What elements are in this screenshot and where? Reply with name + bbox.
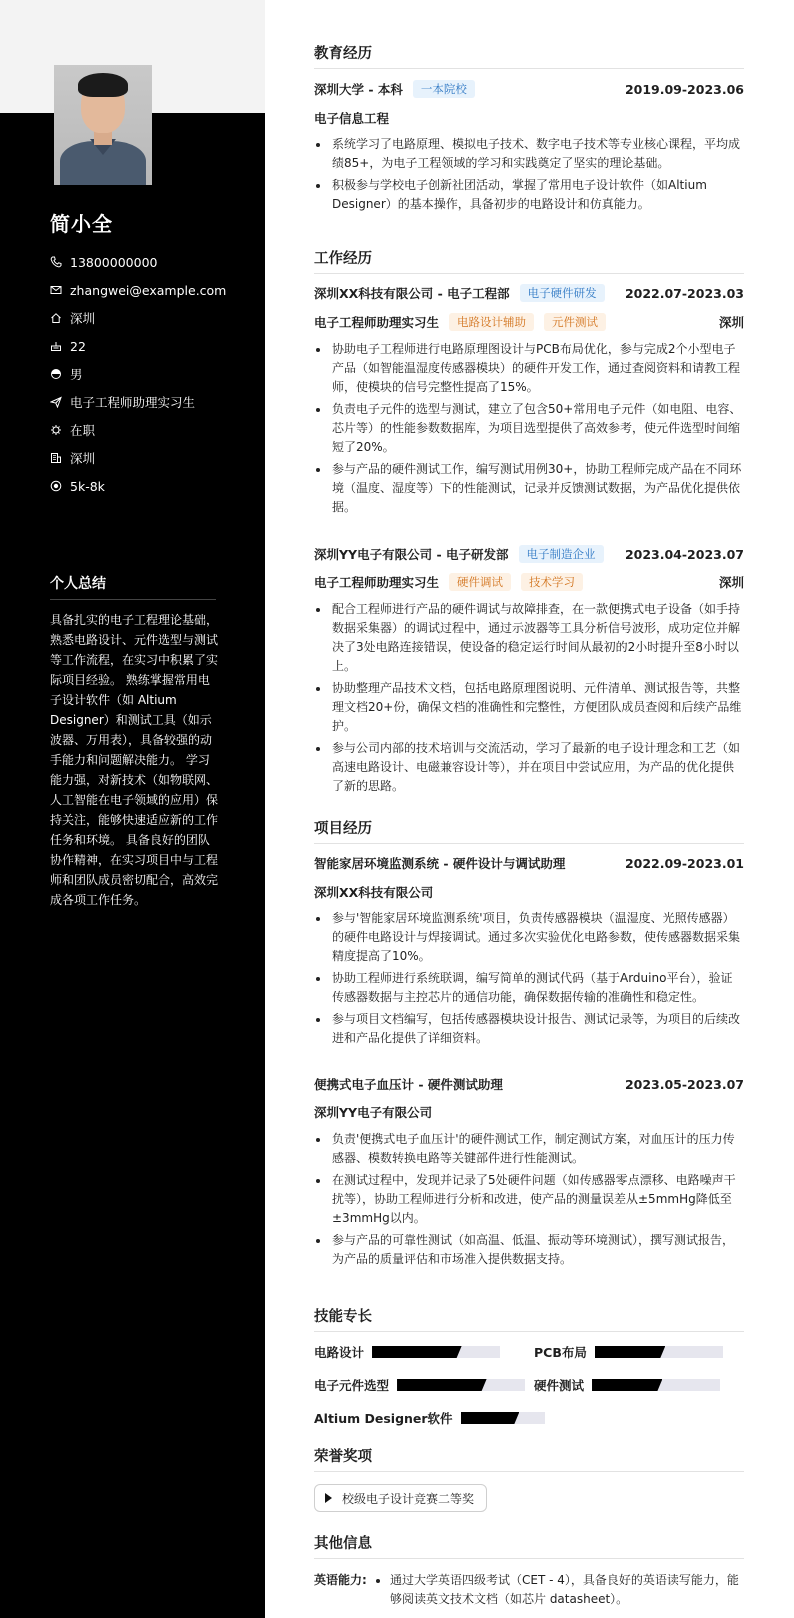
skill-name: Altium Designer软件 <box>314 1411 453 1426</box>
role-tag: 电路设计辅助 <box>449 313 534 331</box>
contact-info-list <box>50 248 226 500</box>
skill-item <box>534 1376 720 1394</box>
project-company: 深圳YY电子有限公司 <box>314 1105 433 1120</box>
skill-name: 电路设计 <box>314 1345 365 1360</box>
job-period: 2023.04-2023.07 <box>624 546 744 562</box>
phone-icon <box>50 256 70 268</box>
info-gender-text: 男 <box>70 367 83 382</box>
education-period: 2019.09-2023.06 <box>624 81 744 97</box>
send-icon <box>50 396 70 408</box>
role-tag: 硬件调试 <box>449 573 511 591</box>
job-tag: 电子硬件研发 <box>520 284 605 302</box>
info-position <box>50 388 226 416</box>
info-home <box>50 304 226 332</box>
job-period: 2022.07-2023.03 <box>624 285 744 301</box>
project-bullets <box>314 909 744 1051</box>
job-tag: 电子制造企业 <box>519 545 604 563</box>
list-item: 参与项目文档编写，包括传感器模块设计报告、测试记录等，为项目的后续改进和产品化提供了详细资料。 <box>314 1010 744 1048</box>
home-icon <box>50 312 70 324</box>
info-city-text: 深圳 <box>70 451 96 466</box>
role-tag: 技术学习 <box>521 573 583 591</box>
other-title: 其他信息 <box>314 1532 744 1559</box>
list-item: 在测试过程中，发现并记录了5处硬件问题（如传感器零点漂移、电路噪声干扰等），协助工程师进行分析和改进，使产品的测量误差从±5mmHg降低至±3mmHg以内。 <box>314 1171 744 1228</box>
list-item: 系统学习了电路原理、模拟电子技术、数字电子技术等专业核心课程，平均成绩85+，为电子工程领域的学习和实践奠定了坚实的理论基础。 <box>314 135 744 173</box>
skill-name: PCB布局 <box>534 1345 587 1360</box>
skill-bar <box>595 1346 723 1358</box>
avatar <box>54 65 152 185</box>
role-tag: 元件测试 <box>544 313 606 331</box>
skill-bar-fill <box>592 1379 662 1391</box>
job-bullets <box>314 340 744 520</box>
job-city: 深圳 <box>718 315 744 330</box>
job-role: 电子工程师助理实习生 <box>314 575 440 590</box>
play-icon <box>325 1493 332 1503</box>
job-header <box>314 545 744 563</box>
project-period: 2023.05-2023.07 <box>624 1076 744 1092</box>
project-bullets <box>314 1130 744 1272</box>
award-text: 校级电子设计竞赛二等奖 <box>342 1491 475 1506</box>
skill-item <box>314 1376 525 1394</box>
list-item: 协助整理产品技术文档，包括电路原理图说明、元件清单、测试报告等，共整理文档20+份，确保文档的准确性和完整性，方便团队成员查阅和后续产品维护。 <box>314 679 744 736</box>
list-item: 协助工程师进行系统联调，编写简单的测试代码（基于Arduino平台），验证传感器数据与主控芯片的通信功能，确保数据传输的准确性和稳定性。 <box>314 969 744 1007</box>
list-item: 参与'智能家居环境监测系统'项目，负责传感器模块（温湿度、光照传感器）的硬件电路设计与焊接调试。通过多次实验优化电路参数，使传感器数据采集精度提高了10%。 <box>314 909 744 966</box>
list-item: 负责'便携式电子血压计'的硬件测试工作，制定测试方案，对血压计的压力传感器、模数转换电路等关键部件进行性能测试。 <box>314 1130 744 1168</box>
info-position-text: 电子工程师助理实习生 <box>70 395 196 410</box>
info-age <box>50 332 226 360</box>
info-salary-text: 5k-8k <box>70 478 105 494</box>
info-status-text: 在职 <box>70 423 96 438</box>
project-header <box>314 854 744 872</box>
list-item: 协助电子工程师进行电路原理图设计与PCB布局优化，参与完成2个小型电子产品（如智能温湿度传感器模块）的硬件开发工作，通过查阅资料和请教工程师，使模块的信号完整性提高了15%。 <box>314 340 744 397</box>
job-role-row <box>314 573 744 591</box>
job-company: 深圳YY电子有限公司 - 电子研发部 <box>314 547 509 562</box>
skill-bar <box>397 1379 525 1391</box>
education-major: 电子信息工程 <box>314 111 390 126</box>
skill-bar <box>592 1379 720 1391</box>
awards-title: 荣誉奖项 <box>314 1445 744 1472</box>
list-item: 负责电子元件的选型与测试，建立了包含50+常用电子元件（如电阻、电容、芯片等）的性能参数数据库，为项目选型提供了高效参考，使元件选型时间缩短了20%。 <box>314 400 744 457</box>
list-item: 配合工程师进行产品的硬件调试与故障排查，在一款便携式电子设备（如手持数据采集器）的调试过程中，通过示波器等工具分析信号波形，成功定位并解决了3处电路连接错误，使设备的稳定运行时间从最初的2小时提升至8小时以上。 <box>314 600 744 676</box>
skill-name: 电子元件选型 <box>314 1378 390 1393</box>
project-name: 智能家居环境监测系统 - 硬件设计与调试助理 <box>314 856 566 871</box>
info-phone-text: 13800000000 <box>70 254 158 270</box>
info-email <box>50 276 226 304</box>
profile-name: 简小全 <box>50 212 113 236</box>
info-phone <box>50 248 226 276</box>
skill-name: 硬件测试 <box>534 1378 585 1393</box>
skill-bar-fill <box>595 1346 665 1358</box>
project-company: 深圳XX科技有限公司 <box>314 885 434 900</box>
job-city: 深圳 <box>718 575 744 590</box>
job-company: 深圳XX科技有限公司 - 电子工程部 <box>314 286 510 301</box>
skill-item <box>314 1343 500 1361</box>
building-icon <box>50 452 70 464</box>
skill-bar-fill <box>372 1346 462 1358</box>
projects-title: 项目经历 <box>314 817 744 844</box>
list-item: 参与公司内部的技术培训与交流活动，学习了最新的电子设计理念和工艺（如高速电路设计、电磁兼容设计等），并在项目中尝试应用，为产品的优化提供了新的思路。 <box>314 739 744 796</box>
job-header <box>314 284 744 302</box>
job-role-row <box>314 313 744 331</box>
skill-item <box>534 1343 723 1361</box>
english-label: 英语能力: <box>314 1573 367 1587</box>
skill-bar-fill <box>461 1412 520 1424</box>
cake-icon <box>50 340 70 352</box>
job-role: 电子工程师助理实习生 <box>314 315 440 330</box>
education-title: 教育经历 <box>314 42 744 69</box>
mail-icon <box>50 284 70 296</box>
project-period: 2022.09-2023.01 <box>624 855 744 871</box>
skill-bar <box>461 1412 545 1424</box>
project-header <box>314 1075 744 1093</box>
summary-title: 个人总结 <box>50 573 216 600</box>
english-text <box>372 1571 744 1609</box>
info-gender <box>50 360 226 388</box>
school-tag: 一本院校 <box>413 80 475 98</box>
school-name: 深圳大学 - 本科 <box>314 82 403 97</box>
info-age-text: 22 <box>70 338 86 354</box>
status-icon <box>50 424 70 436</box>
skill-bar-fill <box>397 1379 487 1391</box>
list-item: 参与产品的可靠性测试（如高温、低温、振动等环境测试），撰写测试报告，为产品的质量评估和市场准入提供数据支持。 <box>314 1231 744 1269</box>
gender-icon <box>50 368 70 380</box>
summary-text: 具备扎实的电子工程理论基础，熟悉电路设计、元件选型与测试等工作流程，在实习中积累了实际项目经验。 熟练掌握常用电子设计软件（如 Altium Designer）和测试工具（如示波器、万用表），具备较强的动手能力和问题解决能力。 学习能力强，对新技术（如物联网、人工智能在电子领域的应用）保持关注，能够快速适应新的工作任务和环境。 具备良好的团队协作精神，在实习项目中与工程师和团队成员密切配合，高效完成各项工作任务。 <box>50 613 219 907</box>
skill-item <box>314 1409 545 1427</box>
info-city <box>50 444 226 472</box>
list-item: 通过大学英语四级考试（CET - 4），具备良好的英语读写能力，能够阅读英文技术文档（如芯片 datasheet）。 <box>372 1571 744 1609</box>
project-name: 便携式电子血压计 - 硬件测试助理 <box>314 1077 503 1092</box>
salary-icon <box>50 480 70 492</box>
info-status <box>50 416 226 444</box>
education-header <box>314 80 744 98</box>
skill-bar <box>372 1346 500 1358</box>
skills-title: 技能专长 <box>314 1305 744 1332</box>
education-bullets <box>314 135 744 217</box>
info-email-text: zhangwei@example.com <box>70 282 227 298</box>
list-item: 参与产品的硬件测试工作，编写测试用例30+，协助工程师完成产品在不同环境（温度、湿度等）下的性能测试，记录并反馈测试数据，为产品优化提供依据。 <box>314 460 744 517</box>
info-salary <box>50 472 226 500</box>
list-item: 积极参与学校电子创新社团活动，掌握了常用电子设计软件（如Altium Designer）的基本操作，具备初步的电路设计和仿真能力。 <box>314 176 744 214</box>
award-item[interactable] <box>314 1484 487 1512</box>
work-title: 工作经历 <box>314 247 744 274</box>
job-bullets <box>314 600 744 799</box>
info-home-text: 深圳 <box>70 311 96 326</box>
